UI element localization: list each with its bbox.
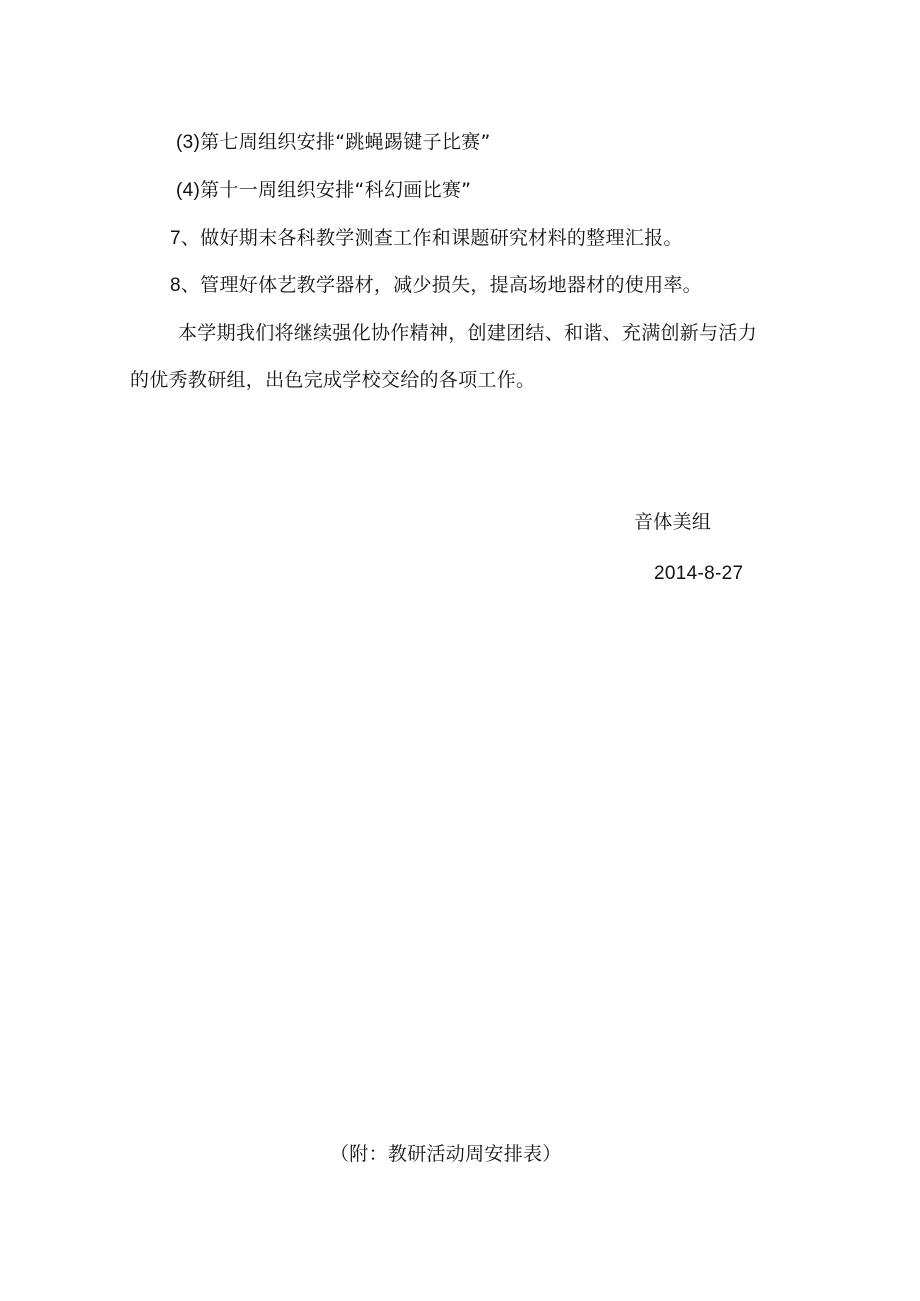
signature-group: 音体美组 [634,511,712,533]
list-item-4 [176,178,471,203]
list-item-3-number: (3) [176,132,201,153]
list-item-8-text: 、管理好体艺教学器材，减少损失，提高场地器材的使用率。 [180,274,702,296]
list-item-7 [170,226,683,251]
list-item-4-number: (4) [176,180,201,201]
list-item-3-text: 第七周组织安排“跳蝇踢键子比赛” [200,131,491,153]
list-item-8 [170,273,702,298]
list-item-3 [176,130,491,155]
list-item-8-number: 8 [170,275,181,296]
attachment-note: （附：教研活动周安排表） [330,1143,562,1165]
list-item-7-number: 7 [170,228,181,249]
closing-paragraph-line-1: 本学期我们将继续强化协作精神，创建团结、和谐、充满创新与活力 [178,322,758,344]
list-item-4-text: 第十一周组织安排“科幻画比赛” [200,179,472,201]
signature-date: 2014-8-27 [654,563,744,584]
closing-paragraph-line-2: 的优秀教研组，出色完成学校交给的各项工作。 [130,369,536,391]
list-item-7-text: 、做好期末各科教学测查工作和课题研究材料的整理汇报。 [180,227,683,249]
